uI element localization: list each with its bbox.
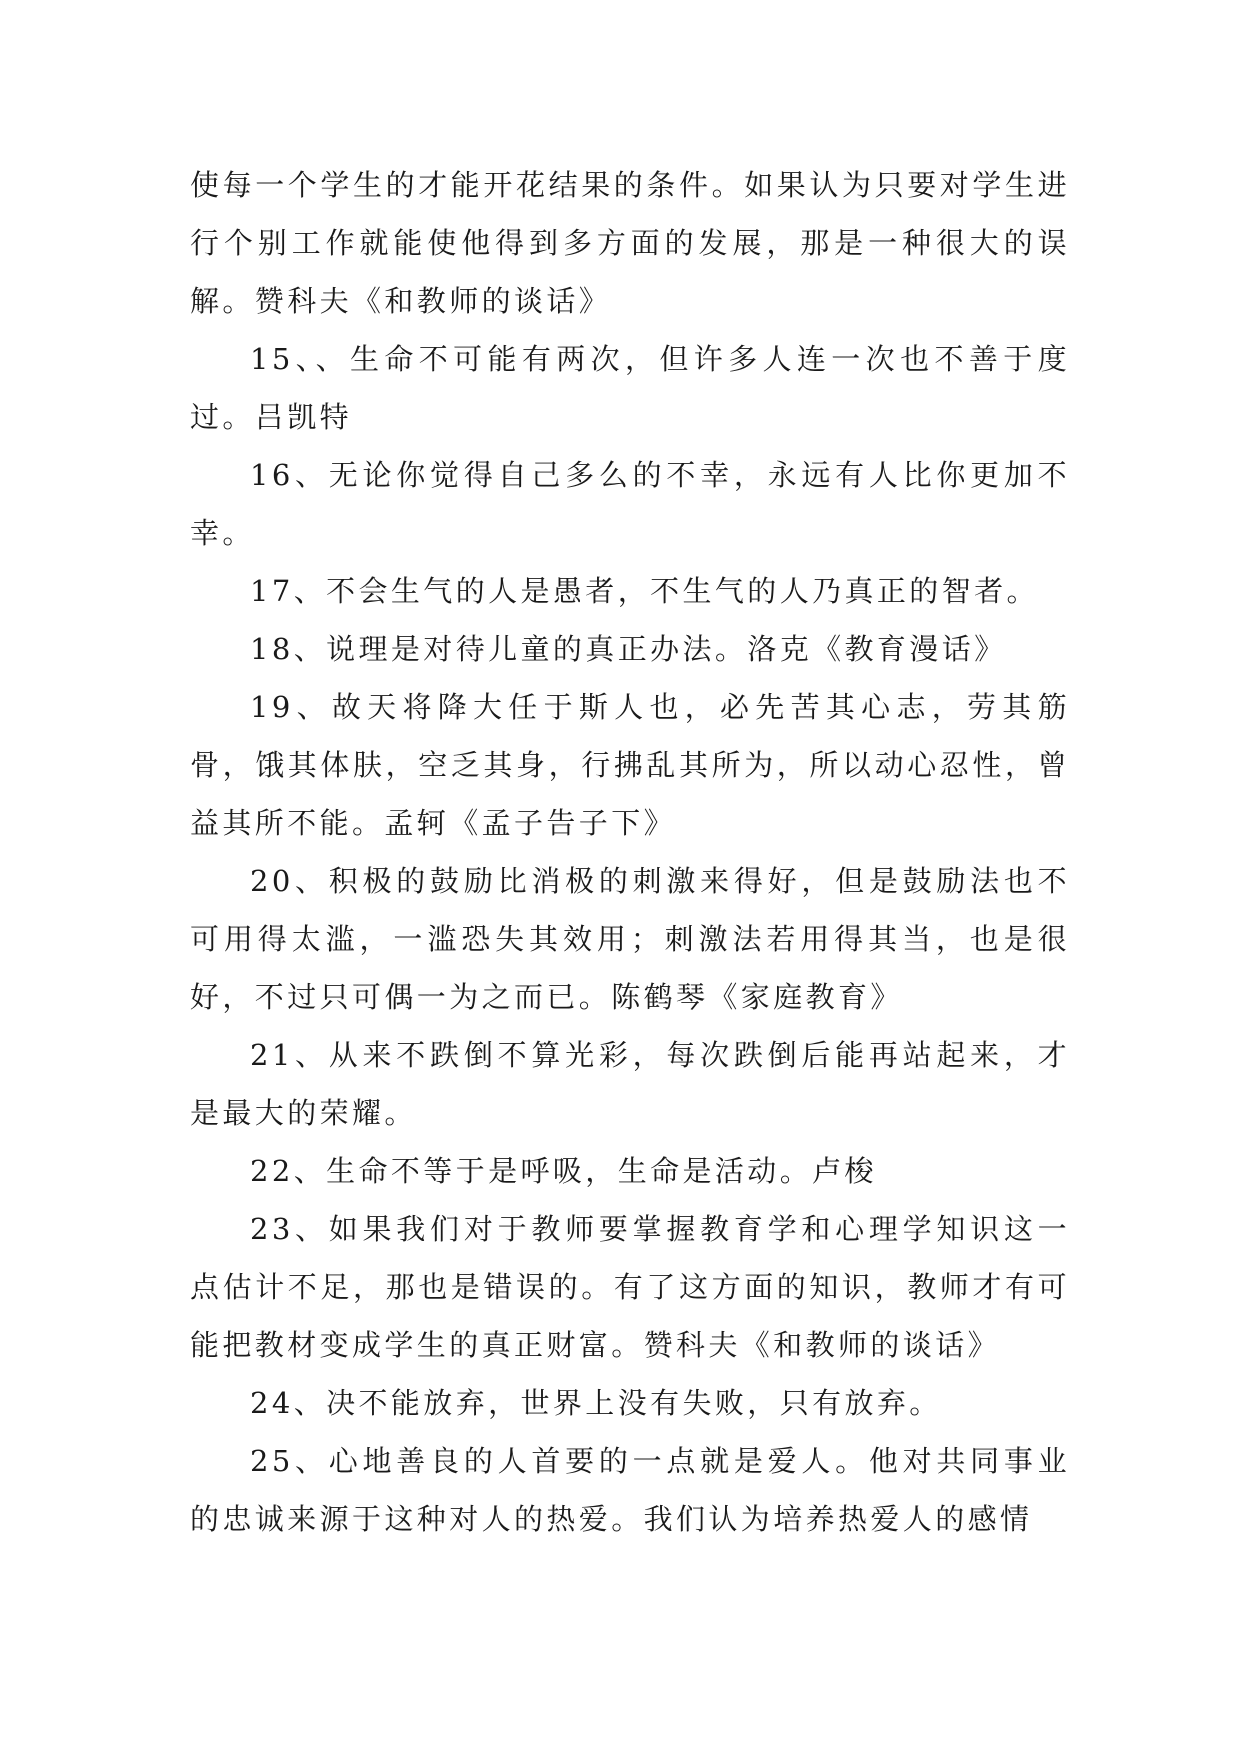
quote-25: 25、心地善良的人首要的一点就是爱人。他对共同事业的忠诚来源于这种对人的热爱。我们认为培养热爱人的感情 — [190, 1444, 1070, 1536]
quote-16: 16、无论你觉得自己多么的不幸，永远有人比你更加不幸。 — [190, 458, 1070, 550]
quote-24: 24、决不能放弃，世界上没有失败，只有放弃。 — [250, 1386, 942, 1420]
paragraph-continuation: 使每一个学生的才能开花结果的条件。如果认为只要对学生进行个别工作就能使他得到多方面的发展，那是一种很大的误解。赞科夫《和教师的谈话》 — [190, 168, 1070, 318]
quote-21: 21、从来不跌倒不算光彩，每次跌倒后能再站起来，才是最大的荣耀。 — [190, 1038, 1070, 1130]
quote-15: 15、、生命不可能有两次，但许多人连一次也不善于度过。吕凯特 — [190, 342, 1070, 434]
document-body — [190, 156, 1070, 1548]
quote-22: 22、生命不等于是呼吸，生命是活动。卢梭 — [250, 1154, 877, 1188]
quote-17: 17、不会生气的人是愚者，不生气的人乃真正的智者。 — [250, 574, 1039, 608]
quote-20: 20、积极的鼓励比消极的刺激来得好，但是鼓励法也不可用得太滥，一滥恐失其效用；刺激法若用得其当，也是很好，不过只可偶一为之而已。陈鹤琴《家庭教育》 — [190, 864, 1070, 1014]
quote-23: 23、如果我们对于教师要掌握教育学和心理学知识这一点估计不足，那也是错误的。有了这方面的知识，教师才有可能把教材变成学生的真正财富。赞科夫《和教师的谈话》 — [190, 1212, 1070, 1362]
quote-19: 19、故天将降大任于斯人也，必先苦其心志，劳其筋骨，饿其体肤，空乏其身，行拂乱其所为，所以动心忍性，曾益其所不能。孟轲《孟子告子下》 — [190, 690, 1070, 840]
quote-18: 18、说理是对待儿童的真正办法。洛克《教育漫话》 — [250, 632, 1007, 666]
